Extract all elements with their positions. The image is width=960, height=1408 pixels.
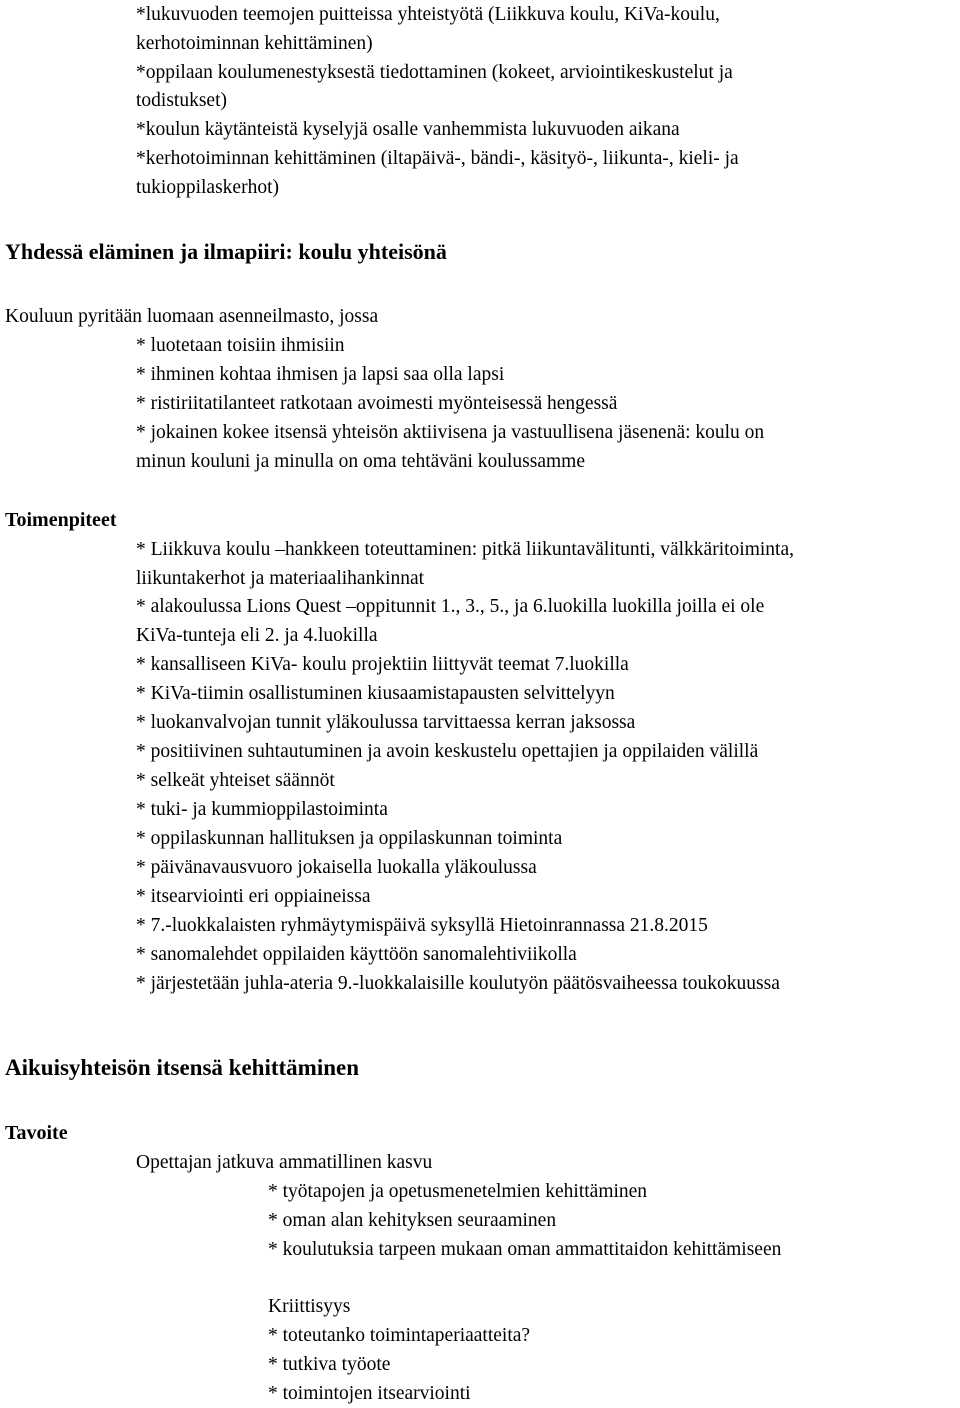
list-item: * tutkiva työote [268,1354,391,1375]
list-item: KiVa-tunteja eli 2. ja 4.luokilla [136,625,378,646]
section-intro: Kouluun pyritään luomaan asenneilmasto, jossa [5,306,379,327]
list-item: * ristiriitatilanteet ratkotaan avoimesti myönteisessä hengessä [136,393,618,414]
list-item: * tuki- ja kummioppilastoiminta [136,799,388,820]
intro-line: *koulun käytänteistä kyselyjä osalle vanhemmista lukuvuoden aikana [136,119,680,140]
list-item: * luotetaan toisiin ihmisiin [136,335,345,356]
list-item: * selkeät yhteiset säännöt [136,770,335,791]
list-item: * sanomalehdet oppilaiden käyttöön sanomalehtiviikolla [136,944,577,965]
intro-line: tukioppilaskerhot) [136,177,279,198]
list-item: * 7.-luokkalaisten ryhmäytymispäivä syksyllä Hietoinrannassa 21.8.2015 [136,915,708,936]
intro-line: kerhotoiminnan kehittäminen) [136,33,373,54]
section-heading-yhdessa: Yhdessä eläminen ja ilmapiiri: koulu yhteisönä [5,239,447,264]
kriittisyys-title: Kriittisyys [268,1296,351,1317]
list-item: minun kouluni ja minulla on oma tehtäväni koulussamme [136,451,585,472]
list-item: * toimintojen itsearviointi [268,1383,471,1404]
list-item: * KiVa-tiimin osallistuminen kiusaamistapausten selvittelyyn [136,683,615,704]
intro-line: *lukuvuoden teemojen puitteissa yhteistyötä (Liikkuva koulu, KiVa-koulu, [136,4,720,25]
list-item: * itsearviointi eri oppiaineissa [136,886,371,907]
intro-line: todistukset) [136,90,227,111]
tavoite-label: Tavoite [5,1122,68,1144]
list-item: * ihminen kohtaa ihmisen ja lapsi saa olla lapsi [136,364,505,385]
list-item: * työtapojen ja opetusmenetelmien kehittäminen [268,1181,648,1202]
list-item: * oppilaskunnan hallituksen ja oppilaskunnan toiminta [136,828,563,849]
list-item: * oman alan kehityksen seuraaminen [268,1210,557,1231]
list-item: liikuntakerhot ja materiaalihankinnat [136,568,425,589]
intro-line: *kerhotoiminnan kehittäminen (iltapäivä-, bändi-, käsityö-, liikunta-, kieli- ja [136,148,739,169]
list-item: * luokanvalvojan tunnit yläkoulussa tarvittaessa kerran jaksossa [136,712,636,733]
intro-line: *oppilaan koulumenestyksestä tiedottaminen (kokeet, arviointikeskustelut ja [136,62,733,83]
list-item: * päivänavausvuoro jokaisella luokalla yläkoulussa [136,857,537,878]
list-item: * järjestetään juhla-ateria 9.-luokkalaisille koulutyön päätösvaiheessa toukokuussa [136,973,780,994]
toimenpiteet-heading: Toimenpiteet [5,509,117,531]
list-item: * jokainen kokee itsensä yhteisön aktiivisena ja vastuullisena jäsenenä: koulu on [136,422,765,443]
tavoite-title: Opettajan jatkuva ammatillinen kasvu [136,1152,433,1173]
list-item: * positiivinen suhtautuminen ja avoin keskustelu opettajien ja oppilaiden välillä [136,741,759,762]
list-item: * alakoulussa Lions Quest –oppitunnit 1., 3., 5., ja 6.luokilla luokilla joilla ei ole [136,596,765,617]
section-heading-aikuisyhteiso: Aikuisyhteisön itsensä kehittäminen [5,1055,360,1080]
list-item: * toteutanko toimintaperiaatteita? [268,1325,531,1346]
list-item: * koulutuksia tarpeen mukaan oman ammattitaidon kehittämiseen [268,1239,782,1260]
list-item: * Liikkuva koulu –hankkeen toteuttaminen: pitkä liikuntavälitunti, välkkäritoiminta, [136,539,794,560]
list-item: * kansalliseen KiVa- koulu projektiin liittyvät teemat 7.luokilla [136,654,629,675]
